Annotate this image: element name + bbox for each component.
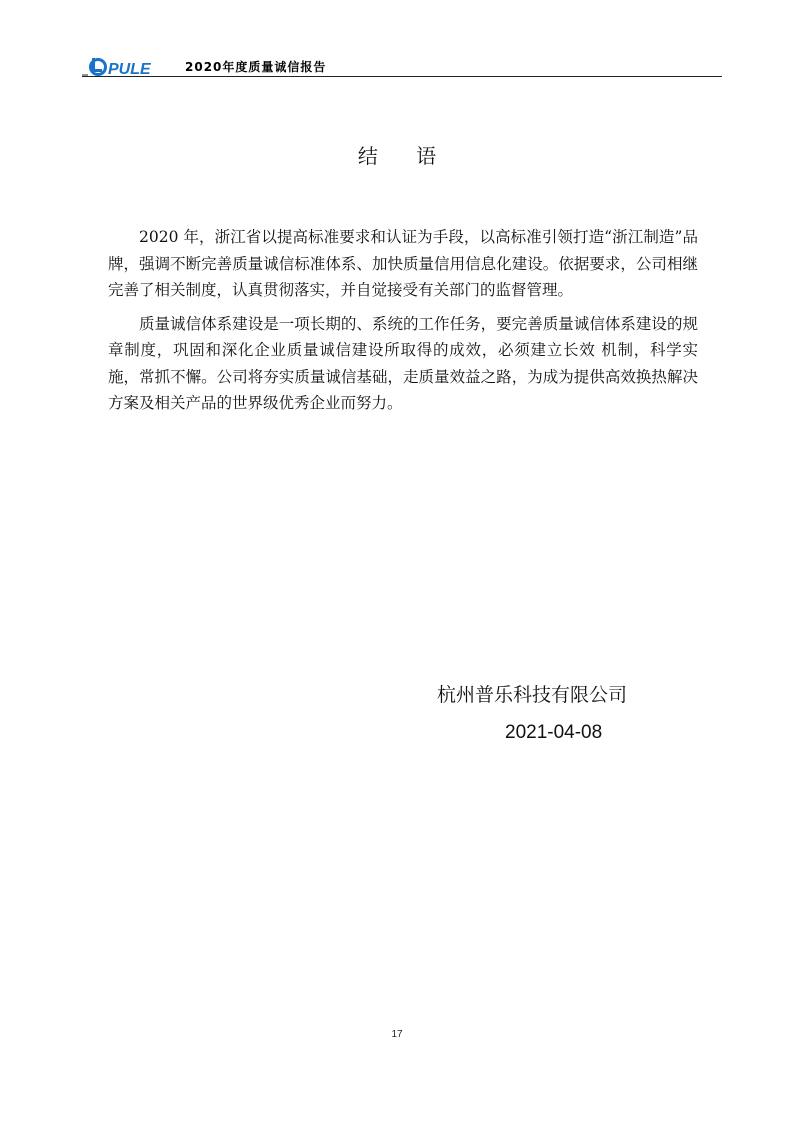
page-header xyxy=(82,54,722,78)
body-text xyxy=(108,224,698,417)
paragraph-1: 2020 年，浙江省以提高标准要求和认证为手段，以高标准引领打造“浙江制造”品牌，强调不断完善质量诚信标准体系、加快质量信用信息化建设。依据要求，公司相继完善了相关制度，认真贯彻落实，并自觉接受有关部门的监督管理。 xyxy=(108,228,698,299)
page-title: 结 语 xyxy=(357,144,453,168)
signature-date: 2021-04-08 xyxy=(505,722,603,743)
paragraph-2: 质量诚信体系建设是一项长期的、系统的工作任务，要完善质量诚信体系建设的规章制度，巩固和深化企业质量诚信建设所取得的成效，必须建立长效 机制，科学实施，常抓不懈。公司将夯实质量诚信基础，走质量效益之路，为成为提供高效换热解决方案及相关产品的世界级优秀企业而努力。 xyxy=(108,314,698,412)
company-logo xyxy=(82,54,164,78)
logo-text: PULE xyxy=(108,61,151,78)
report-title: 2020年度质量诚信报告 xyxy=(185,60,327,74)
page-number: 17 xyxy=(391,1029,403,1040)
company-signature: 杭州普乐科技有限公司 xyxy=(437,684,628,706)
header-divider xyxy=(82,76,722,77)
